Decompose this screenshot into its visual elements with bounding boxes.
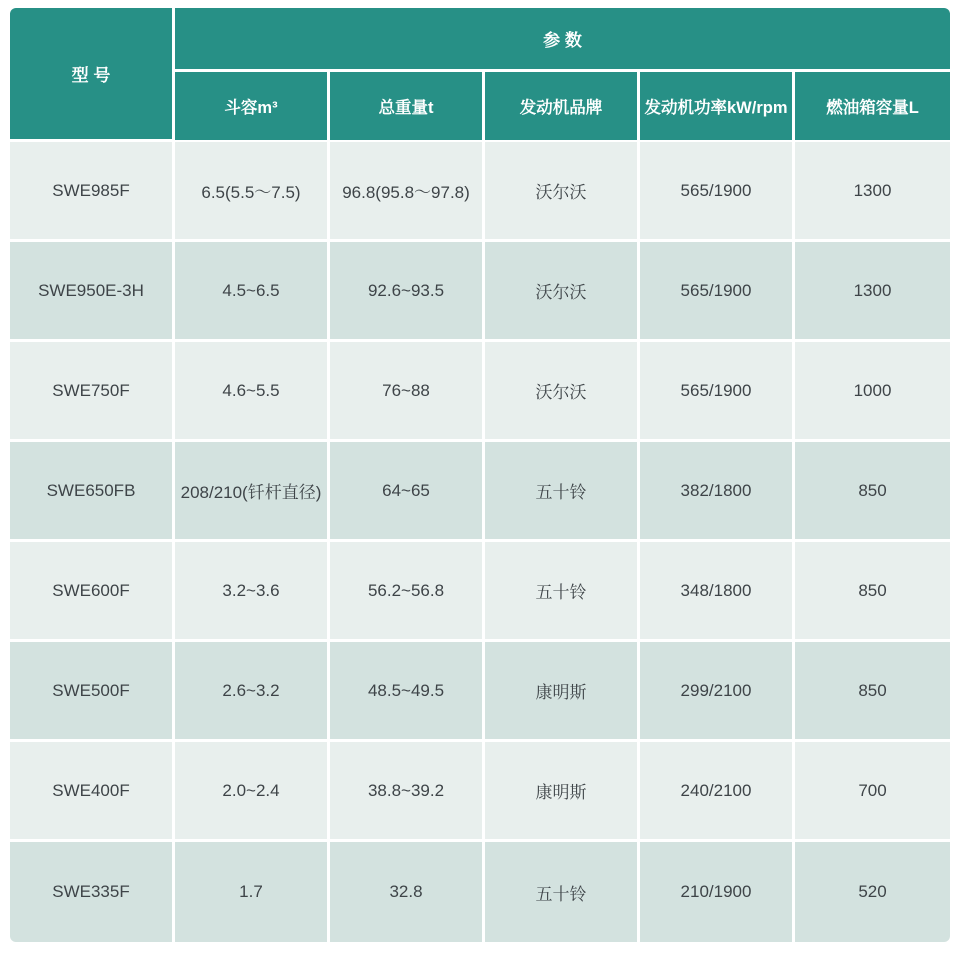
cell-weight: 38.8~39.2 — [330, 742, 485, 842]
cell-model: SWE950E-3H — [10, 242, 175, 342]
table-row — [10, 542, 950, 642]
cell-weight: 48.5~49.5 — [330, 642, 485, 742]
column-header-params-group: 参 数 — [175, 8, 950, 72]
cell-weight: 56.2~56.8 — [330, 542, 485, 642]
cell-brand: 五十铃 — [485, 442, 640, 542]
cell-fuel: 850 — [795, 642, 950, 742]
table-row — [10, 742, 950, 842]
column-header-total-weight: 总重量t — [330, 72, 485, 142]
excavator-spec-table — [10, 8, 950, 942]
cell-bucket: 1.7 — [175, 842, 330, 942]
cell-bucket: 3.2~3.6 — [175, 542, 330, 642]
cell-brand: 五十铃 — [485, 842, 640, 942]
cell-power: 299/2100 — [640, 642, 795, 742]
cell-bucket: 2.0~2.4 — [175, 742, 330, 842]
cell-brand: 沃尔沃 — [485, 142, 640, 242]
cell-weight: 76~88 — [330, 342, 485, 442]
cell-model: SWE335F — [10, 842, 175, 942]
cell-power: 210/1900 — [640, 842, 795, 942]
table-row — [10, 842, 950, 942]
cell-model: SWE600F — [10, 542, 175, 642]
cell-fuel: 520 — [795, 842, 950, 942]
cell-power: 565/1900 — [640, 242, 795, 342]
cell-model: SWE400F — [10, 742, 175, 842]
cell-brand: 沃尔沃 — [485, 242, 640, 342]
cell-power: 565/1900 — [640, 342, 795, 442]
cell-fuel: 700 — [795, 742, 950, 842]
cell-weight: 92.6~93.5 — [330, 242, 485, 342]
cell-brand: 沃尔沃 — [485, 342, 640, 442]
column-header-engine-brand: 发动机品牌 — [485, 72, 640, 142]
cell-weight: 64~65 — [330, 442, 485, 542]
cell-model: SWE985F — [10, 142, 175, 242]
cell-bucket: 2.6~3.2 — [175, 642, 330, 742]
cell-power: 240/2100 — [640, 742, 795, 842]
table-row — [10, 342, 950, 442]
cell-fuel: 1300 — [795, 242, 950, 342]
cell-brand: 康明斯 — [485, 642, 640, 742]
cell-fuel: 850 — [795, 542, 950, 642]
cell-model: SWE500F — [10, 642, 175, 742]
cell-power: 382/1800 — [640, 442, 795, 542]
table-row — [10, 142, 950, 242]
cell-weight: 32.8 — [330, 842, 485, 942]
cell-fuel: 1300 — [795, 142, 950, 242]
spec-table-container — [10, 8, 950, 942]
table-row — [10, 242, 950, 342]
cell-model: SWE650FB — [10, 442, 175, 542]
table-row — [10, 642, 950, 742]
column-header-fuel-tank: 燃油箱容量L — [795, 72, 950, 142]
cell-weight: 96.8(95.8～97.8) — [330, 142, 485, 242]
cell-power: 348/1800 — [640, 542, 795, 642]
column-header-engine-power: 发动机功率kW/rpm — [640, 72, 795, 142]
table-row — [10, 442, 950, 542]
cell-model: SWE750F — [10, 342, 175, 442]
cell-fuel: 1000 — [795, 342, 950, 442]
cell-bucket: 4.5~6.5 — [175, 242, 330, 342]
column-header-model: 型 号 — [10, 8, 175, 142]
cell-brand: 康明斯 — [485, 742, 640, 842]
header-row-top — [10, 8, 950, 72]
column-header-bucket-capacity: 斗容m³ — [175, 72, 330, 142]
cell-bucket: 4.6~5.5 — [175, 342, 330, 442]
cell-bucket: 208/210(钎杆直径) — [175, 442, 330, 542]
cell-brand: 五十铃 — [485, 542, 640, 642]
cell-power: 565/1900 — [640, 142, 795, 242]
cell-bucket: 6.5(5.5～7.5) — [175, 142, 330, 242]
cell-fuel: 850 — [795, 442, 950, 542]
